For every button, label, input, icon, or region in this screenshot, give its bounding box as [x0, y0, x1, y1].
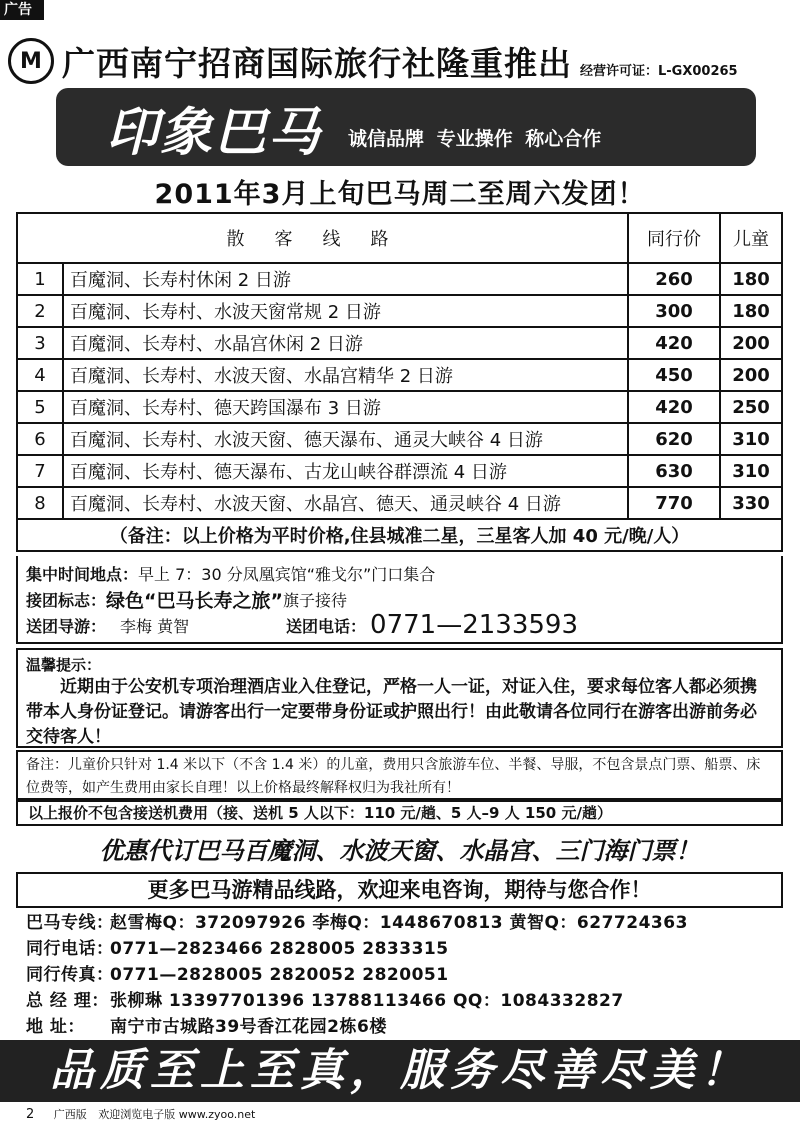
ticket-promo: 优惠代订巴马百魔洞、水波天窗、水晶宫、三门海门票！ — [99, 837, 700, 865]
route-price: 420 — [628, 391, 720, 423]
contact-line — [26, 1014, 786, 1040]
table-row — [17, 423, 782, 455]
contact-line — [26, 910, 786, 936]
contact-value: 赵雪梅Q：372097926 李梅Q：1448670813 黄智Q：627724363 — [110, 913, 688, 933]
route-child-price: 310 — [720, 455, 782, 487]
warning-text: 近期由于公安机专项治理酒店业入住登记，严格一人一证，对证入住，要求每位客人都必须携带本人身份证登记。请游客出行一定要带身份证或护照出行！由此敬请各位同行在游客出游前务必交待客人！ — [26, 677, 757, 747]
transfer-fee-note: 以上报价不包含接送机费用（接、送机 5 人以下：110 元/趟、5 人–9 人 150 元/趟） — [16, 800, 783, 826]
header-child: 儿童 — [720, 213, 782, 263]
route-number: 2 — [17, 295, 63, 327]
route-name: 百魔洞、长寿村、德天瀑布、古龙山峡谷群漂流 4 日游 — [63, 455, 628, 487]
contact-line — [26, 936, 786, 962]
route-price: 770 — [628, 487, 720, 519]
table-row — [17, 391, 782, 423]
route-price: 260 — [628, 263, 720, 295]
route-name: 百魔洞、长寿村休闲 2 日游 — [63, 263, 628, 295]
route-number: 3 — [17, 327, 63, 359]
contact-value: 张柳琳 13397701396 13788113466 QQ：1084332827 — [110, 991, 624, 1011]
route-child-price: 310 — [720, 423, 782, 455]
ad-tag: 广告 — [0, 0, 44, 20]
table-row — [17, 263, 782, 295]
route-price: 620 — [628, 423, 720, 455]
phone-label: 送团电话： — [286, 616, 367, 636]
route-number: 1 — [17, 263, 63, 295]
table-row — [17, 327, 782, 359]
route-price: 300 — [628, 295, 720, 327]
contact-line — [26, 988, 786, 1014]
contact-value: 0771—2828005 2820052 2820051 — [110, 965, 449, 985]
header-route: 散客线路 — [17, 213, 628, 263]
flag-label: 接团标志： — [26, 590, 107, 610]
page-number: 2 — [26, 1107, 35, 1122]
contact-label: 地 址： — [26, 1017, 85, 1037]
route-child-price: 330 — [720, 487, 782, 519]
route-price: 450 — [628, 359, 720, 391]
contact-value: 0771—2823466 2828005 2833315 — [110, 939, 449, 959]
company-name: 广西南宁招商国际旅行社隆重推出 — [62, 43, 572, 83]
route-price-table — [16, 212, 783, 552]
route-name: 百魔洞、长寿村、水波天窗、德天瀑布、通灵大峡谷 4 日游 — [63, 423, 628, 455]
route-name: 百魔洞、长寿村、水波天窗、水晶宫精华 2 日游 — [63, 359, 628, 391]
contact-list — [26, 910, 786, 1040]
route-child-price: 180 — [720, 295, 782, 327]
table-header-row — [17, 213, 782, 263]
footer-slogan: 品质至上至真，服务尽善尽美！ — [0, 1040, 800, 1102]
contact-label: 同行传真： — [26, 965, 114, 985]
warning-title: 温馨提示： — [26, 656, 102, 674]
contact-label: 总 经 理： — [26, 991, 109, 1011]
route-name: 百魔洞、长寿村、水晶宫休闲 2 日游 — [63, 327, 628, 359]
banner-slogan: 诚信品牌 专业操作 称心合作 — [348, 127, 602, 150]
license-number: 经营许可证：L-GX00265 — [580, 63, 738, 79]
table-row — [17, 295, 782, 327]
route-number: 5 — [17, 391, 63, 423]
warning-box — [16, 648, 783, 748]
route-name: 百魔洞、长寿村、德天跨国瀑布 3 日游 — [63, 391, 628, 423]
meet-label: 集中时间地点： — [26, 564, 139, 584]
edition-label: 广西版 — [53, 1108, 87, 1121]
site-link[interactable]: 欢迎浏览电子版 www.zyoo.net — [98, 1108, 256, 1121]
route-price: 630 — [628, 455, 720, 487]
meet-line — [26, 560, 773, 586]
meeting-info — [16, 556, 783, 644]
route-name: 百魔洞、长寿村、水波天窗、水晶宫、德天、通灵峡谷 4 日游 — [63, 487, 628, 519]
table-row — [17, 487, 782, 519]
page-footer — [26, 1106, 255, 1122]
flag-value: 绿色“巴马长寿之旅” — [106, 589, 283, 612]
table-note-row — [17, 519, 782, 551]
guide-line — [26, 612, 773, 638]
contact-value: 南宁市古城路39号香江花园2栋6楼 — [110, 1017, 387, 1037]
route-number: 6 — [17, 423, 63, 455]
meet-value: 早上 7：30 分凤凰宾馆“雅戈尔”门口集合 — [138, 564, 436, 584]
header — [8, 38, 796, 84]
route-child-price: 200 — [720, 327, 782, 359]
more-routes-banner: 更多巴马游精品线路，欢迎来电咨询，期待与您合作！ — [16, 872, 783, 908]
flag-line — [26, 586, 773, 612]
guide-label: 送团导游： — [26, 616, 107, 636]
route-number: 8 — [17, 487, 63, 519]
guide-value: 李梅 黄智 — [120, 616, 190, 636]
phone-value: 0771—2133593 — [370, 610, 578, 640]
banner-title: 印象巴马 — [106, 101, 323, 163]
table-row — [17, 359, 782, 391]
route-number: 4 — [17, 359, 63, 391]
route-price: 420 — [628, 327, 720, 359]
route-number: 7 — [17, 455, 63, 487]
route-child-price: 180 — [720, 263, 782, 295]
route-name: 百魔洞、长寿村、水波天窗常规 2 日游 — [63, 295, 628, 327]
title-banner — [56, 88, 756, 166]
flag-suffix: 旗子接待 — [283, 590, 348, 610]
contact-line — [26, 962, 786, 988]
route-child-price: 200 — [720, 359, 782, 391]
contact-label: 同行电话： — [26, 939, 114, 959]
route-child-price: 250 — [720, 391, 782, 423]
table-row — [17, 455, 782, 487]
header-price: 同行价 — [628, 213, 720, 263]
child-note: 备注：儿童价只针对 1.4 米以下（不含 1.4 米）的儿童，费用只含旅游车位、半餐、导服，不包含景点门票、船票、床位费等，如产生费用由家长自理！以上价格最终解释权归为我社所有！ — [16, 750, 783, 800]
departure-subtitle: 2011年3月上旬巴马周二至周六发团！ — [154, 179, 646, 210]
company-logo-icon: M — [8, 38, 54, 84]
table-note: （备注：以上价格为平时价格,住县城准二星，三星客人加 40 元/晚/人） — [17, 519, 782, 551]
contact-label: 巴马专线： — [26, 913, 114, 933]
